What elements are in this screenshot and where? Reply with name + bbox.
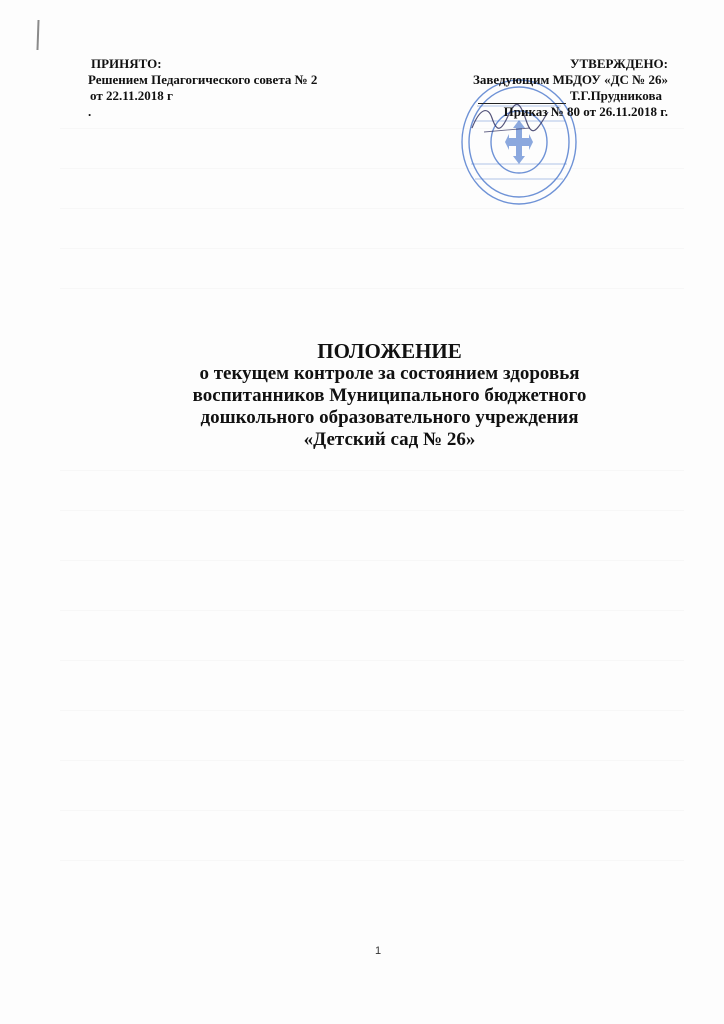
- document-title-line-1: о текущем контроле за состоянием здоровья: [199, 363, 580, 384]
- approval-right-label: УТВЕРЖДЕНО:: [569, 56, 668, 71]
- approval-left-label: ПРИНЯТО:: [91, 56, 162, 71]
- document-title-line-2: воспитанников Муниципального бюджетного: [192, 385, 587, 406]
- approval-right-order: Приказ № 80 от 26.11.2018 г.: [503, 104, 668, 119]
- approval-left-council: Решением Педагогического совета № 2: [88, 72, 318, 87]
- approval-right-signature-line: [473, 88, 668, 104]
- approval-right-signer: Т.Г.Прудникова: [569, 88, 662, 103]
- document-title-block: [0, 339, 724, 451]
- approval-left-date: от 22.11.2018 г: [90, 88, 173, 103]
- approval-left-dot: .: [88, 104, 92, 119]
- document-heading: ПОЛОЖЕНИЕ: [317, 339, 462, 363]
- approval-right-head: Заведующим МБДОУ «ДС № 26»: [473, 72, 668, 87]
- approval-right-block: [473, 56, 668, 120]
- document-title-line-3: дошкольного образовательного учреждения: [200, 407, 579, 428]
- document-title-line-4: «Детский сад № 26»: [303, 429, 476, 450]
- scan-mark: [36, 20, 39, 50]
- approval-left-block: [88, 56, 317, 120]
- page-number: 1: [374, 945, 382, 957]
- signature-underline: [478, 91, 566, 104]
